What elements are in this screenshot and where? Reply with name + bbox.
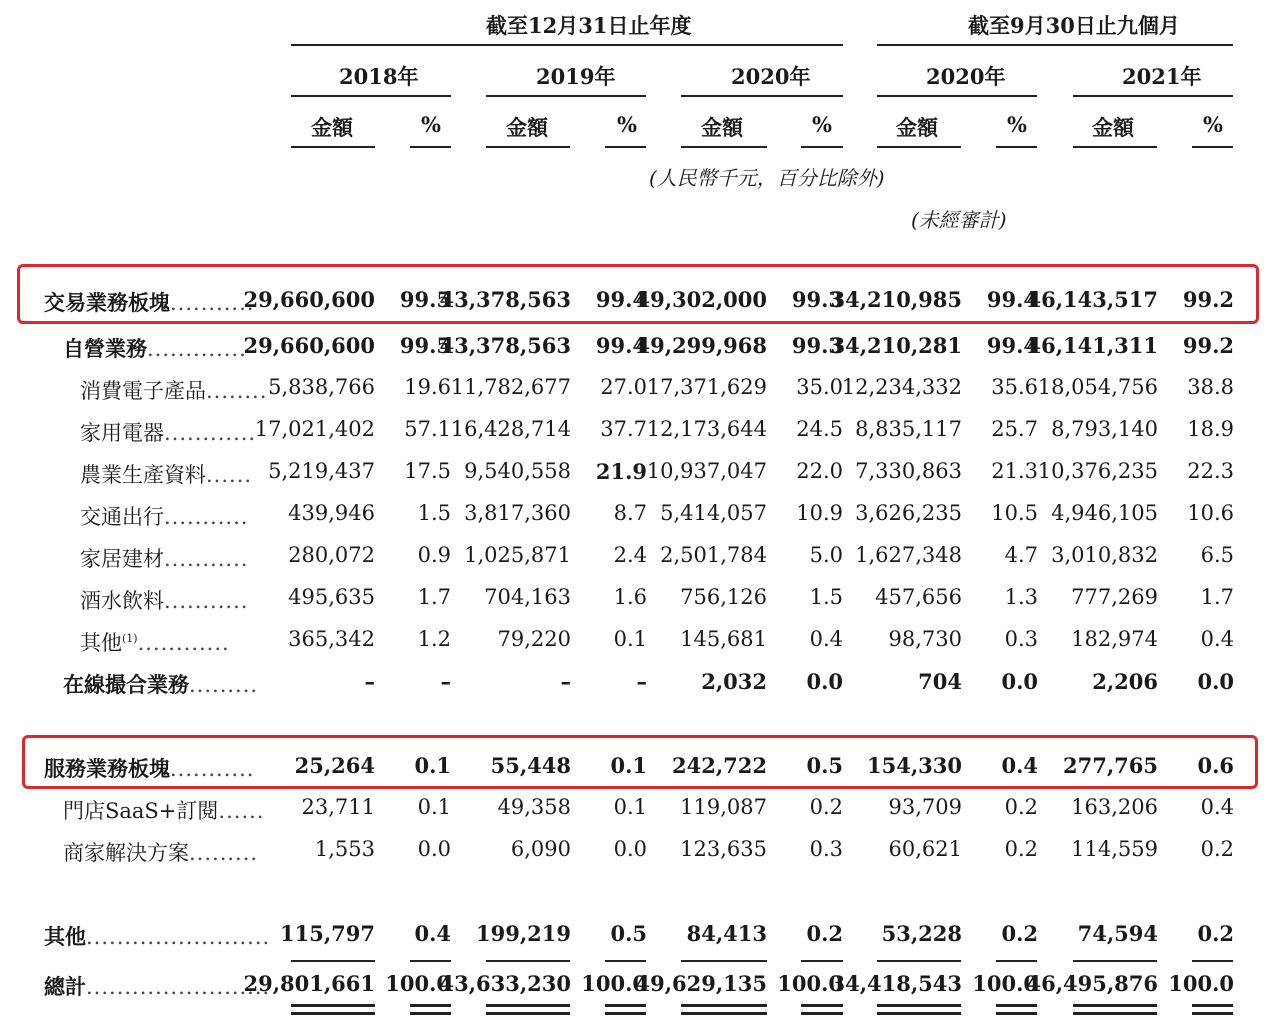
table-cell: 37.7 [600, 417, 647, 441]
table-cell: 46,141,311 [1026, 333, 1158, 358]
leader-dots: ........................ [86, 975, 271, 999]
row-label [44, 971, 270, 1001]
table-cell: 17,371,629 [646, 375, 767, 399]
table-cell: 1,553 [314, 837, 375, 861]
row-label-text: 其他 [80, 631, 122, 655]
year-rule-2019 [486, 95, 646, 97]
table-cell: 10.6 [1187, 501, 1234, 525]
row-label [80, 501, 248, 531]
leader-dots: ............. [147, 337, 247, 361]
header-year-2020-9m: 2020年 [926, 64, 1006, 89]
row-label [63, 333, 247, 363]
row-label-text: 交通出行 [80, 505, 164, 529]
table-cell: 34,210,985 [830, 287, 962, 312]
table-cell: 10,937,047 [646, 459, 767, 483]
total-double-rule [291, 1012, 375, 1015]
table-cell: 12,173,644 [646, 417, 767, 441]
amount-rule-3 [877, 146, 961, 148]
table-cell: 0.2 [1004, 837, 1038, 861]
header-pct-2: % [812, 112, 832, 137]
table-cell: 99.5 [399, 287, 451, 312]
table-cell: 2,206 [1092, 669, 1158, 694]
total-double-rule [877, 1012, 961, 1015]
table-cell: 84,413 [686, 921, 767, 946]
table-cell: 439,946 [288, 501, 375, 525]
table-cell: 24.5 [796, 417, 843, 441]
total-double-rule [996, 1012, 1037, 1015]
total-double-rule [1073, 1012, 1157, 1015]
pct-rule-1 [605, 146, 646, 148]
row-label [44, 753, 254, 783]
row-label-text: 家用電器 [80, 421, 164, 445]
header-amount-4: 金額 [1092, 115, 1134, 140]
total-double-rule [486, 1012, 570, 1015]
table-cell: 8.7 [613, 501, 647, 525]
table-cell: 0.2 [809, 795, 843, 819]
leader-dots: ........... [170, 757, 255, 781]
table-cell: 99.3 [791, 333, 843, 358]
table-cell: 16,428,714 [450, 417, 571, 441]
table-cell: 99.5 [399, 333, 451, 358]
table-cell: 5,414,057 [660, 501, 767, 525]
leader-dots: ...... [218, 799, 265, 823]
header-amount-0: 金額 [311, 115, 353, 140]
subtotal-rule [1192, 960, 1233, 962]
table-cell: 53,228 [881, 921, 962, 946]
table-cell: 38.8 [1187, 375, 1234, 399]
table-cell: 242,722 [672, 753, 767, 778]
table-cell: 365,342 [288, 627, 375, 651]
table-cell: 25.7 [991, 417, 1038, 441]
row-label [44, 921, 270, 951]
total-double-rule [291, 1004, 375, 1007]
leader-dots: ...... [206, 463, 253, 487]
table-cell: 1,025,871 [464, 543, 571, 567]
table-cell: 777,269 [1071, 585, 1158, 609]
table-cell: 0.3 [809, 837, 843, 861]
footnote-marker: (1) [122, 632, 138, 645]
table-cell: 18.9 [1187, 417, 1234, 441]
row-label [44, 287, 254, 317]
subtotal-rule [1073, 960, 1157, 962]
table-cell: 74,594 [1077, 921, 1158, 946]
table-cell: 99.4 [595, 287, 647, 312]
table-cell: 0.2 [1200, 837, 1234, 861]
table-cell: 8,793,140 [1051, 417, 1158, 441]
leader-dots: ........ [206, 379, 268, 403]
table-cell: 18,054,756 [1037, 375, 1158, 399]
total-double-rule [681, 1012, 767, 1015]
total-double-rule [605, 1004, 646, 1007]
table-cell: 0.4 [809, 627, 843, 651]
amount-rule-1 [486, 146, 570, 148]
table-cell: 22.0 [796, 459, 843, 483]
table-cell: – [636, 669, 647, 694]
header-year-2019: 2019年 [536, 64, 616, 89]
table-cell: 4,946,105 [1051, 501, 1158, 525]
header-year-2018: 2018年 [339, 64, 419, 89]
table-cell: – [364, 669, 375, 694]
table-cell: 2,501,784 [660, 543, 767, 567]
table-cell: 57.1 [404, 417, 451, 441]
table-cell: 17.5 [404, 459, 451, 483]
row-label-text: 家居建材 [80, 547, 164, 571]
table-cell: 756,126 [680, 585, 767, 609]
header-pct-3: % [1007, 112, 1027, 137]
header-amount-2: 金額 [701, 115, 743, 140]
header-group-nine-rule [877, 44, 1233, 46]
table-cell: 99.2 [1182, 287, 1234, 312]
table-cell: 35.6 [991, 375, 1038, 399]
table-cell: 163,206 [1071, 795, 1158, 819]
table-cell: 5,838,766 [268, 375, 375, 399]
header-year-2020: 2020年 [731, 64, 811, 89]
subtotal-rule [486, 960, 570, 962]
total-double-rule [605, 1012, 646, 1015]
table-cell: 43,378,563 [439, 333, 571, 358]
row-label [63, 795, 264, 825]
table-cell: 0.2 [1004, 795, 1038, 819]
table-cell: – [560, 669, 571, 694]
leader-dots: ........................ [86, 925, 271, 949]
table-cell: 98,730 [888, 627, 962, 651]
table-cell: 49,302,000 [635, 287, 767, 312]
total-double-rule [1192, 1012, 1233, 1015]
table-cell: 0.0 [417, 837, 451, 861]
table-cell: 100.0 [1168, 971, 1234, 996]
table-cell: 0.2 [1001, 921, 1038, 946]
table-cell: 119,087 [680, 795, 767, 819]
total-double-rule [486, 1004, 570, 1007]
table-cell: 49,358 [497, 795, 571, 819]
table-cell: 0.1 [613, 627, 647, 651]
subtotal-rule [996, 960, 1037, 962]
pct-rule-4 [1192, 146, 1233, 148]
table-cell: 46,143,517 [1026, 287, 1158, 312]
table-cell: 457,656 [875, 585, 962, 609]
table-cell: 46,495,876 [1026, 971, 1158, 996]
total-double-rule [801, 1004, 843, 1007]
table-cell: 3,626,235 [855, 501, 962, 525]
header-year-2021-9m: 2021年 [1122, 64, 1202, 89]
table-cell: 9,540,558 [464, 459, 571, 483]
header-group-year: 截至12月31日止年度 [486, 13, 692, 38]
table-cell: 0.0 [806, 669, 843, 694]
row-label [80, 585, 248, 615]
table-cell: 145,681 [680, 627, 767, 651]
table-cell: 60,621 [888, 837, 962, 861]
table-cell: 495,635 [288, 585, 375, 609]
table-cell: 100.0 [972, 971, 1038, 996]
table-cell: – [440, 669, 451, 694]
total-double-rule [1192, 1004, 1233, 1007]
row-label [80, 375, 267, 405]
table-cell: 27.0 [600, 375, 647, 399]
amount-rule-0 [291, 146, 375, 148]
amount-rule-4 [1073, 146, 1157, 148]
table-cell: 43,633,230 [439, 971, 571, 996]
table-cell: 115,797 [280, 921, 375, 946]
table-cell: 0.0 [1197, 669, 1234, 694]
table-cell: 0.5 [806, 753, 843, 778]
table-cell: 21.3 [991, 459, 1038, 483]
table-cell: 22.3 [1187, 459, 1234, 483]
row-label-text: 門店SaaS+訂閱 [63, 799, 219, 823]
pct-rule-0 [410, 146, 451, 148]
row-label [80, 459, 252, 489]
row-label-text: 在線撮合業務 [63, 672, 189, 697]
subtotal-rule [801, 960, 843, 962]
row-label-text: 服務業務板塊 [44, 756, 170, 781]
row-label [63, 837, 258, 867]
table-cell: 93,709 [888, 795, 962, 819]
leader-dots: ........... [170, 291, 255, 315]
table-cell: 704,163 [484, 585, 571, 609]
header-pct-1: % [617, 112, 637, 137]
total-double-rule [681, 1004, 767, 1007]
table-cell: 6.5 [1200, 543, 1234, 567]
row-label-text: 消費電子產品 [80, 379, 206, 403]
table-cell: 3,010,832 [1051, 543, 1158, 567]
table-cell: 5,219,437 [268, 459, 375, 483]
table-cell: 1.2 [417, 627, 451, 651]
table-cell: 11,782,677 [450, 375, 571, 399]
table-cell: 99.2 [1182, 333, 1234, 358]
table-cell: 23,711 [301, 795, 375, 819]
table-cell: 17,021,402 [254, 417, 375, 441]
table-cell: 34,210,281 [830, 333, 962, 358]
table-cell: 0.6 [1197, 753, 1234, 778]
table-cell: 79,220 [497, 627, 571, 651]
table-cell: 4.7 [1004, 543, 1038, 567]
table-cell: 1.5 [417, 501, 451, 525]
table-cell: 0.2 [806, 921, 843, 946]
row-label-text: 交易業務板塊 [44, 290, 170, 315]
table-cell: 182,974 [1071, 627, 1158, 651]
unit-note: (人民幣千元，百分比除外) [649, 166, 885, 190]
pct-rule-2 [801, 146, 843, 148]
total-double-rule [801, 1012, 843, 1015]
amount-rule-2 [681, 146, 767, 148]
header-pct-4: % [1203, 112, 1223, 137]
table-cell: 0.0 [613, 837, 647, 861]
table-cell: 35.0 [796, 375, 843, 399]
pct-rule-3 [996, 146, 1037, 148]
header-group-year-rule [291, 44, 843, 46]
table-cell: 114,559 [1071, 837, 1158, 861]
header-amount-1: 金額 [506, 115, 548, 140]
table-cell: 49,629,135 [635, 971, 767, 996]
table-cell: 49,299,968 [635, 333, 767, 358]
header-pct-0: % [421, 112, 441, 137]
row-label-text: 酒水飲料 [80, 589, 164, 613]
leader-dots: ......... [189, 673, 259, 697]
table-cell: 29,660,600 [243, 287, 375, 312]
header-amount-3: 金額 [896, 115, 938, 140]
row-label [80, 417, 256, 447]
leader-dots: ......... [189, 841, 259, 865]
table-cell: 2,032 [701, 669, 767, 694]
leader-dots: ........... [164, 589, 249, 613]
table-cell: 34,418,543 [830, 971, 962, 996]
table-cell: 99.4 [986, 333, 1038, 358]
total-double-rule [410, 1012, 451, 1015]
table-cell: 21.9 [595, 459, 647, 484]
table-cell: 55,448 [490, 753, 571, 778]
table-cell: 10.9 [796, 501, 843, 525]
row-label [63, 669, 258, 699]
subtotal-rule [291, 960, 375, 962]
row-label-text: 自營業務 [63, 336, 147, 361]
table-cell: 6,090 [510, 837, 571, 861]
unaudited-note: (未經審計) [911, 208, 1007, 232]
table-cell: 0.4 [414, 921, 451, 946]
year-rule-2020 [681, 95, 843, 97]
table-cell: 7,330,863 [855, 459, 962, 483]
table-cell: 0.3 [1004, 627, 1038, 651]
year-rule-2021-9m [1073, 95, 1233, 97]
table-cell: 29,801,661 [243, 971, 375, 996]
leader-dots: ........... [164, 547, 249, 571]
table-cell: 0.9 [417, 543, 451, 567]
table-cell: 43,378,563 [439, 287, 571, 312]
subtotal-rule [681, 960, 767, 962]
table-cell: 8,835,117 [855, 417, 962, 441]
table-cell: 99.4 [986, 287, 1038, 312]
total-double-rule [877, 1004, 961, 1007]
table-cell: 100.0 [777, 971, 843, 996]
table-cell: 277,765 [1063, 753, 1158, 778]
table-cell: 0.2 [1197, 921, 1234, 946]
table-cell: 100.0 [385, 971, 451, 996]
leader-dots: ............ [137, 631, 230, 655]
table-cell: 1,627,348 [855, 543, 962, 567]
table-cell: 25,264 [294, 753, 375, 778]
row-label-text: 其他 [44, 924, 86, 949]
table-cell: 1.7 [417, 585, 451, 609]
table-cell: 704 [918, 669, 962, 694]
total-double-rule [1073, 1004, 1157, 1007]
table-cell: 100.0 [581, 971, 647, 996]
leader-dots: ............ [164, 421, 257, 445]
table-cell: 99.3 [791, 287, 843, 312]
table-cell: 10,376,235 [1037, 459, 1158, 483]
row-label [80, 627, 230, 657]
table-cell: 199,219 [476, 921, 571, 946]
total-double-rule [996, 1004, 1037, 1007]
table-cell: 99.4 [595, 333, 647, 358]
header-group-nine: 截至9月30日止九個月 [968, 13, 1180, 38]
table-cell: 0.4 [1200, 795, 1234, 819]
table-cell: 1.6 [613, 585, 647, 609]
total-double-rule [410, 1004, 451, 1007]
table-cell: 12,234,332 [841, 375, 962, 399]
table-cell: 3,817,360 [464, 501, 571, 525]
subtotal-rule [877, 960, 961, 962]
row-label [80, 543, 248, 573]
table-cell: 0.4 [1001, 753, 1038, 778]
table-cell: 0.5 [610, 921, 647, 946]
row-label-text: 總計 [44, 974, 86, 999]
table-cell: 154,330 [867, 753, 962, 778]
leader-dots: ........... [164, 505, 249, 529]
row-label-text: 商家解決方案 [63, 841, 189, 865]
table-cell: 0.1 [610, 753, 647, 778]
year-rule-2020-9m [877, 95, 1037, 97]
year-rule-2018 [291, 95, 451, 97]
table-cell: 0.1 [417, 795, 451, 819]
table-cell: 5.0 [809, 543, 843, 567]
table-cell: 29,660,600 [243, 333, 375, 358]
row-label-text: 農業生產資料 [80, 463, 206, 487]
table-cell: 123,635 [680, 837, 767, 861]
table-cell: 280,072 [288, 543, 375, 567]
table-cell: 0.1 [613, 795, 647, 819]
table-cell: 1.3 [1004, 585, 1038, 609]
table-cell: 10.5 [991, 501, 1038, 525]
subtotal-rule [605, 960, 646, 962]
table-cell: 2.4 [613, 543, 647, 567]
table-cell: 0.0 [1001, 669, 1038, 694]
subtotal-rule [410, 960, 451, 962]
table-cell: 0.4 [1200, 627, 1234, 651]
table-cell: 1.7 [1200, 585, 1234, 609]
table-cell: 0.1 [414, 753, 451, 778]
table-cell: 1.5 [809, 585, 843, 609]
table-cell: 19.6 [404, 375, 451, 399]
